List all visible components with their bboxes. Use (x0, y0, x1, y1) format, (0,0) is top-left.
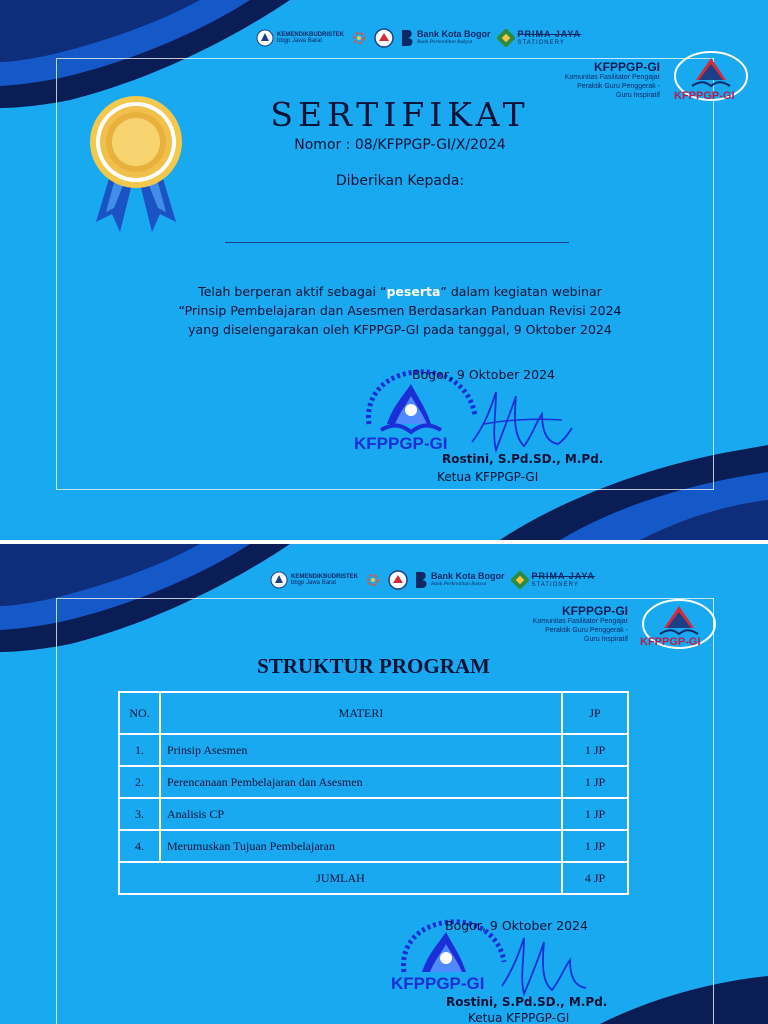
organization-description-3: Guru Inspiratif (584, 635, 628, 643)
table-row (119, 798, 628, 830)
bank-name: Bank Kota Bogor (431, 571, 505, 582)
bank-tagline: Bank Perkreditan Rakyat (431, 580, 487, 587)
organization-description-2: Peraktik Guru Penggerak - (577, 82, 660, 90)
bbgp-logo-icon (350, 29, 368, 47)
row-no: 1. (119, 734, 160, 766)
place-date: Bogor, 9 Oktober 2024 (412, 367, 555, 382)
body-line-1-post: ” dalam kegiatan webinar (440, 284, 602, 299)
recipient-name-line (225, 242, 569, 243)
header-no: NO. (119, 692, 160, 734)
prima-jaya-sub: STATIONERY (531, 581, 579, 588)
header-jp: JP (562, 692, 628, 734)
row-materi: Merumuskan Tujuan Pembelajaran (160, 830, 562, 862)
signer-name: Rostini, S.Pd.SD., M.Pd. (446, 995, 608, 1009)
body-line-1 (0, 282, 768, 301)
kfppgp-logo (634, 598, 724, 654)
sponsor-logos (256, 28, 581, 48)
row-materi: Analisis CP (160, 798, 562, 830)
kemendikbud-logo (256, 29, 344, 47)
organization-name: KFPPGP-GI (561, 604, 628, 618)
organization-description-1: Komunitas Fasilitator Pengajar (532, 618, 628, 625)
row-jp: 1 JP (562, 830, 628, 862)
bank-kota-bogor-logo-icon (400, 28, 414, 48)
bbgp-logo-icon (364, 571, 382, 589)
row-no: 2. (119, 766, 160, 798)
row-no: 4. (119, 830, 160, 862)
organization-description-1: Komunitas Fasilitator Pengajar (564, 74, 660, 81)
organization-description-2: Peraktik Guru Penggerak - (545, 626, 628, 634)
body-line-2: “Prinsip Pembelajaran dan Asesmen Berdasarkan Panduan Revisi 2024 (178, 303, 622, 318)
bank-kota-bogor-logo (400, 28, 491, 48)
total-label: JUMLAH (119, 862, 562, 894)
row-jp: 1 JP (562, 734, 628, 766)
program-table (118, 691, 629, 895)
tut-wuri-logo-icon (270, 571, 288, 589)
participant-role: peserta (386, 284, 441, 299)
certificate-title: SERTIFIKAT (270, 95, 530, 134)
sponsor-logos (270, 570, 595, 590)
table-header-row (119, 692, 628, 734)
kfppgp-small-logo-icon (388, 570, 408, 590)
table-row (119, 830, 628, 862)
program-page (0, 544, 768, 1024)
prima-jaya-logo-icon (511, 571, 529, 589)
row-materi: Perencanaan Pembelajaran dan Asesmen (160, 766, 562, 798)
bank-kota-bogor-logo-icon (414, 570, 428, 590)
prima-jaya-label: PRIMA JAYA (531, 571, 596, 582)
row-jp: 1 JP (562, 766, 628, 798)
header-materi: MATERI (160, 692, 562, 734)
certificate-body (0, 282, 768, 339)
prima-jaya-logo-icon (497, 29, 515, 47)
kfppgp-small-logo-icon (374, 28, 394, 48)
stamp-text: KFPPGP-GI (354, 434, 448, 453)
kfppgp-logo-text: KFPPGP-GI (640, 636, 701, 648)
bbgp-label: bbgp Jawa Barat (291, 580, 337, 586)
prima-jaya-label: PRIMA JAYA (517, 29, 582, 40)
kemendikbud-logo (270, 571, 358, 589)
table-row (119, 734, 628, 766)
kfppgp-logo-text: KFPPGP-GI (674, 90, 735, 102)
signer-role: Ketua KFPPGP-GI (468, 1011, 570, 1024)
bank-kota-bogor-logo (414, 570, 505, 590)
total-value: 4 JP (562, 862, 628, 894)
row-no: 3. (119, 798, 160, 830)
kemendikbud-label: KEMENDIKBUDRISTEK (277, 31, 345, 38)
signer-role: Ketua KFPPGP-GI (437, 470, 539, 484)
body-line-3: yang diselengarakan oleh KFPPGP-GI pada tanggal, 9 Oktober 2024 (188, 322, 612, 337)
organization-name: KFPPGP-GI (593, 60, 660, 74)
program-title: STRUKTUR PROGRAM (257, 654, 490, 678)
tut-wuri-logo-icon (256, 29, 274, 47)
certificate-number: Nomor : 08/KFPPGP-GI/X/2024 (294, 137, 506, 153)
table-total-row (119, 862, 628, 894)
bank-name: Bank Kota Bogor (417, 29, 491, 40)
bank-tagline: Bank Perkreditan Rakyat (417, 38, 473, 45)
prima-jaya-logo (511, 571, 596, 589)
prima-jaya-logo (497, 29, 582, 47)
organization-block (533, 604, 628, 644)
signer-name: Rostini, S.Pd.SD., M.Pd. (442, 452, 604, 466)
row-jp: 1 JP (562, 798, 628, 830)
stamp-text: KFPPGP-GI (391, 974, 485, 993)
kemendikbud-label: KEMENDIKBUDRISTEK (291, 573, 359, 580)
place-date: Bogor, 9 Oktober 2024 (445, 918, 588, 933)
bbgp-label: bbgp Jawa Barat (277, 38, 323, 44)
table-row (119, 766, 628, 798)
body-line-1-pre: Telah berperan aktif sebagai “ (198, 284, 387, 299)
row-materi: Prinsip Asesmen (160, 734, 562, 766)
organization-description-3: Guru Inspiratif (616, 91, 660, 99)
given-to-label: Diberikan Kepada: (335, 173, 465, 189)
prima-jaya-sub: STATIONERY (517, 39, 565, 46)
